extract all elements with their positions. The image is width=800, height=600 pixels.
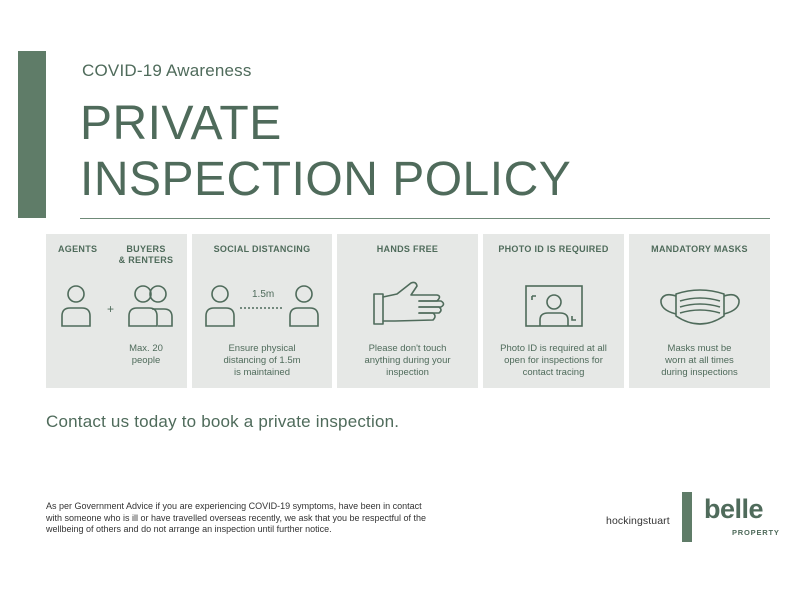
page-title <box>80 96 571 208</box>
distance-label: 1.5m <box>252 289 275 300</box>
plus-sign: + <box>107 302 115 316</box>
distance-icon <box>200 282 326 332</box>
title-line-1: PRIVATE <box>80 97 282 150</box>
panel-agents-text <box>114 343 178 367</box>
brand-divider-bar <box>682 492 692 542</box>
title-line-2: INSPECTION POLICY <box>80 153 572 206</box>
panel-hands-text <box>337 343 478 379</box>
panel-photo-id-text-line1: Photo ID is required at all <box>500 343 607 354</box>
panel-distancing <box>192 234 332 388</box>
panel-distancing-text-line2: distancing of 1.5m <box>223 355 301 366</box>
panel-buyers-heading-line1: BUYERS <box>126 244 166 254</box>
disclaimer-line3: wellbeing of others and do not arrange an inspection until further notice. <box>46 524 332 534</box>
belle-property-label: PROPERTY <box>732 528 780 537</box>
panel-masks-text-line2: worn at all times <box>665 355 734 366</box>
panel-buyers-heading <box>116 244 176 266</box>
panel-photo-id-text-line3: contact tracing <box>522 367 585 378</box>
hockingstuart-logo: hockingstuart <box>606 515 670 527</box>
panel-distancing-text <box>192 343 332 379</box>
panel-photo-id-heading: PHOTO ID IS REQUIRED <box>498 244 609 254</box>
title-divider <box>80 218 770 219</box>
panel-masks-text-line1: Masks must be <box>667 343 732 354</box>
policy-panels <box>46 234 770 388</box>
panel-masks-heading: MANDATORY MASKS <box>651 244 748 254</box>
panel-masks-text <box>629 343 770 379</box>
panel-distancing-text-line3: is maintained <box>234 367 290 378</box>
panel-agents-heading: AGENTS <box>58 244 98 254</box>
panel-hands-text-line2: anything during your <box>364 355 451 366</box>
disclaimer-line1: As per Government Advice if you are experiencing COVID-19 symptoms, have been in contact <box>46 501 422 511</box>
panel-hands-text-line3: inspection <box>386 367 429 378</box>
disclaimer-line2: with someone who is ill or have travelled overseas recently, we ask that you be respectful of the <box>46 512 427 523</box>
disclaimer-text <box>46 501 516 536</box>
panel-distancing-text-line1: Ensure physical <box>228 343 296 354</box>
panel-photo-id <box>483 234 624 388</box>
panel-hands-text-line1: Please don't touch <box>368 343 447 354</box>
panel-distancing-heading: SOCIAL DISTANCING <box>213 244 311 254</box>
panel-masks-text-line3: during inspections <box>661 367 738 378</box>
belle-logo: belle <box>704 494 764 524</box>
contact-cta: Contact us today to book a private inspection. <box>46 412 400 431</box>
panel-agents <box>46 234 187 388</box>
panel-agents-text-line2: people <box>131 355 161 366</box>
hand-icon <box>371 280 447 330</box>
panel-photo-id-text-line2: open for inspections for <box>504 355 603 366</box>
panel-buyers-heading-line2: & RENTERS <box>118 255 174 265</box>
side-accent-bar <box>18 51 46 218</box>
panel-hands <box>337 234 478 388</box>
eyebrow-text: COVID-19 Awareness <box>82 61 252 80</box>
people-icon <box>54 282 180 332</box>
panel-masks <box>629 234 770 388</box>
mask-icon <box>658 282 742 332</box>
panel-agents-text-line1: Max. 20 <box>129 343 163 354</box>
panel-photo-id-text <box>483 343 624 379</box>
panel-hands-heading: HANDS FREE <box>376 244 439 254</box>
id-card-icon <box>522 282 586 332</box>
